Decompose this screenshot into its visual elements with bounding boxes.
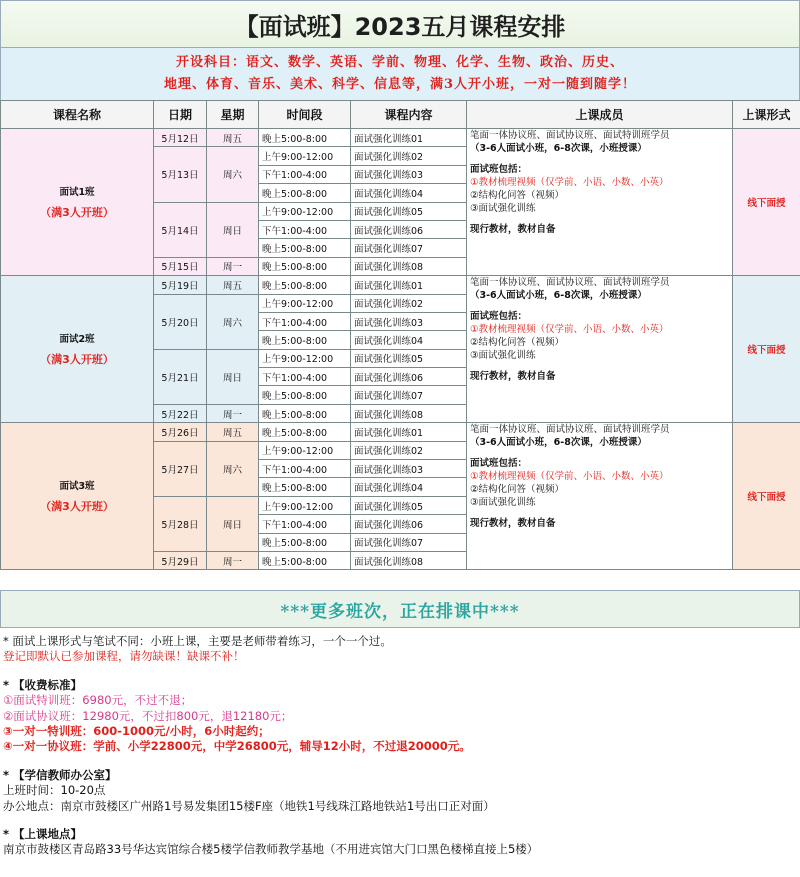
office-address: 办公地点：南京市鼓楼区广州路1号易发集团15楼F座（地铁1号线珠江路地铁站1号出口正对面） — [3, 798, 495, 813]
members-line-l6: ③面试强化训练 — [470, 350, 536, 362]
date-cell: 5月29日 — [154, 551, 207, 569]
members-line-l6: ③面试强化训练 — [470, 497, 536, 509]
time-cell: 晚上5:00-8:00 — [259, 386, 351, 404]
header-course-name: 课程名称 — [1, 101, 154, 129]
weekday-cell: 周日 — [207, 349, 259, 404]
content-cell: 面试强化训练04 — [351, 331, 467, 349]
time-cell: 晚上5:00-8:00 — [259, 129, 351, 147]
weekday-cell: 周六 — [207, 441, 259, 496]
content-cell: 面试强化训练03 — [351, 165, 467, 183]
members-line-l3: 面试班包括： — [470, 164, 528, 175]
members-line-l2: （3-6人面试小班，6-8次课，小班授课） — [470, 437, 647, 449]
date-cell: 5月14日 — [154, 202, 207, 257]
content-cell: 面试强化训练01 — [351, 276, 467, 294]
content-cell: 面试强化训练06 — [351, 515, 467, 533]
weekday-cell: 周五 — [207, 423, 259, 441]
class-name: 面试1班 — [59, 187, 95, 199]
content-cell: 面试强化训练08 — [351, 257, 467, 275]
date-cell: 5月26日 — [154, 423, 207, 441]
members-line-l7: 现行教材，教材自备 — [470, 224, 556, 235]
more-classes-banner: ***更多班次，正在排课中*** — [0, 590, 800, 628]
content-cell: 面试强化训练04 — [351, 184, 467, 202]
time-cell: 晚上5:00-8:00 — [259, 551, 351, 569]
content-cell: 面试强化训练02 — [351, 294, 467, 312]
time-cell: 上午9:00-12:00 — [259, 441, 351, 459]
members-line-l1: 笔面一体协议班、面试协议班、面试特训班学员 — [470, 277, 670, 289]
table-row — [1, 423, 800, 441]
time-cell: 晚上5:00-8:00 — [259, 331, 351, 349]
header-date: 日期 — [154, 101, 207, 129]
header-mode: 上课形式 — [733, 101, 800, 129]
members-line-l6: ③面试强化训练 — [470, 203, 536, 214]
table-row — [1, 276, 800, 294]
time-cell: 晚上5:00-8:00 — [259, 184, 351, 202]
time-cell: 下午1:00-4:00 — [259, 515, 351, 533]
time-cell: 上午9:00-12:00 — [259, 349, 351, 367]
header-time: 时间段 — [259, 101, 351, 129]
members-cell — [467, 276, 733, 423]
content-cell: 面试强化训练02 — [351, 147, 467, 165]
table-row — [1, 129, 800, 147]
time-cell: 下午1:00-4:00 — [259, 368, 351, 386]
mode-cell: 线下面授 — [733, 276, 800, 423]
header-members: 上课成员 — [467, 101, 733, 129]
content-cell: 面试强化训练07 — [351, 239, 467, 257]
time-cell: 上午9:00-12:00 — [259, 202, 351, 220]
notes-section — [0, 628, 800, 877]
content-cell: 面试强化训练08 — [351, 404, 467, 422]
subjects-line-1: 开设科目：语文、数学、英语、学前、物理、化学、生物、政治、历史、 — [175, 55, 624, 70]
weekday-cell: 周五 — [207, 276, 259, 294]
members-line-l7: 现行教材，教材自备 — [470, 371, 556, 383]
date-cell: 5月21日 — [154, 349, 207, 404]
class-name: 面试2班 — [59, 334, 95, 346]
members-line-l5: ②结构化问答（视频） — [470, 337, 565, 349]
time-cell: 上午9:00-12:00 — [259, 147, 351, 165]
time-cell: 上午9:00-12:00 — [259, 496, 351, 514]
content-cell: 面试强化训练08 — [351, 551, 467, 569]
fee-item-2: ②面试协议班：12980元，不过扣800元，退12180元； — [3, 708, 293, 723]
date-cell: 5月13日 — [154, 147, 207, 202]
weekday-cell: 周一 — [207, 551, 259, 569]
time-cell: 晚上5:00-8:00 — [259, 478, 351, 496]
location-title: * 【上课地点】 — [3, 827, 83, 842]
content-cell: 面试强化训练02 — [351, 441, 467, 459]
content-cell: 面试强化训练06 — [351, 220, 467, 238]
date-cell: 5月19日 — [154, 276, 207, 294]
content-cell: 面试强化训练03 — [351, 312, 467, 330]
time-cell: 晚上5:00-8:00 — [259, 533, 351, 551]
time-cell: 晚上5:00-8:00 — [259, 423, 351, 441]
weekday-cell: 周日 — [207, 202, 259, 257]
weekday-cell: 周一 — [207, 404, 259, 422]
class-min-note: （满3人开班） — [40, 500, 114, 514]
content-cell: 面试强化训练06 — [351, 368, 467, 386]
class-name-cell — [1, 423, 154, 570]
class-min-note: （满3人开班） — [40, 206, 114, 220]
members-cell — [467, 129, 733, 276]
location-address: 南京市鼓楼区青岛路33号华达宾馆综合楼5楼学信教师教学基地（不用进宾馆大门口黑色楼梯直接上5楼） — [3, 842, 539, 857]
date-cell: 5月12日 — [154, 129, 207, 147]
content-cell: 面试强化训练07 — [351, 533, 467, 551]
time-cell: 下午1:00-4:00 — [259, 312, 351, 330]
class-name-cell — [1, 276, 154, 423]
time-cell: 晚上5:00-8:00 — [259, 404, 351, 422]
subjects-line-2: 地理、体育、音乐、美术、科学、信息等，满3人开小班，一对一随到随学！ — [163, 77, 637, 92]
members-line-l4: ①教材梳理视频（仅学前、小语、小数、小英） — [470, 471, 669, 483]
time-cell: 下午1:00-4:00 — [259, 220, 351, 238]
header-row — [1, 101, 800, 129]
members-line-l5: ②结构化问答（视频） — [470, 484, 565, 496]
mode-cell: 线下面授 — [733, 129, 800, 276]
page-title: 【面试班】2023五月课程安排 — [0, 0, 800, 48]
members-line-l4: ①教材梳理视频（仅学前、小语、小数、小英） — [470, 324, 669, 336]
members-line-l2: （3-6人面试小班，6-8次课，小班授课） — [470, 290, 647, 302]
header-content: 课程内容 — [351, 101, 467, 129]
content-cell: 面试强化训练07 — [351, 386, 467, 404]
members-line-l4: ①教材梳理视频（仅学前、小语、小数、小英） — [470, 177, 669, 188]
date-cell: 5月28日 — [154, 496, 207, 551]
content-cell: 面试强化训练03 — [351, 460, 467, 478]
time-cell: 下午1:00-4:00 — [259, 460, 351, 478]
content-cell: 面试强化训练01 — [351, 129, 467, 147]
subjects-banner — [0, 48, 800, 100]
header-weekday: 星期 — [207, 101, 259, 129]
weekday-cell: 周六 — [207, 294, 259, 349]
members-line-l1: 笔面一体协议班、面试协议班、面试特训班学员 — [470, 130, 670, 141]
fee-item-1: ①面试特训班：6980元，不过不退； — [3, 693, 193, 708]
time-cell: 下午1:00-4:00 — [259, 165, 351, 183]
date-cell: 5月22日 — [154, 404, 207, 422]
members-line-l5: ②结构化问答（视频） — [470, 190, 565, 201]
time-cell: 上午9:00-12:00 — [259, 294, 351, 312]
note-format: * 面试上课形式与笔试不同：小班上课，主要是老师带着练习，一个一个过。 — [3, 634, 392, 648]
office-hours: 上班时间：10-20点 — [3, 783, 106, 798]
date-cell: 5月20日 — [154, 294, 207, 349]
time-cell: 晚上5:00-8:00 — [259, 276, 351, 294]
note-attendance: 登记即默认已参加课程，请勿缺课！缺课不补！ — [3, 649, 245, 664]
weekday-cell: 周日 — [207, 496, 259, 551]
fee-item-4: ④一对一协议班：学前、小学22800元，中学26800元，辅导12小时，不过退20000元。 — [3, 739, 471, 754]
class-name-cell — [1, 129, 154, 276]
mode-cell: 线下面授 — [733, 423, 800, 570]
class-name: 面试3班 — [59, 481, 95, 493]
content-cell: 面试强化训练05 — [351, 202, 467, 220]
content-cell: 面试强化训练01 — [351, 423, 467, 441]
date-cell: 5月27日 — [154, 441, 207, 496]
content-cell: 面试强化训练05 — [351, 349, 467, 367]
office-title: * 【学信教师办公室】 — [3, 767, 117, 782]
content-cell: 面试强化训练04 — [351, 478, 467, 496]
members-cell — [467, 423, 733, 570]
members-line-l7: 现行教材，教材自备 — [470, 518, 556, 530]
weekday-cell: 周五 — [207, 129, 259, 147]
schedule-table — [0, 100, 800, 570]
content-cell: 面试强化训练05 — [351, 496, 467, 514]
class-min-note: （满3人开班） — [40, 353, 114, 367]
members-line-l3: 面试班包括： — [470, 311, 528, 323]
members-line-l3: 面试班包括： — [470, 458, 528, 470]
fee-title: * 【收费标准】 — [3, 677, 83, 692]
members-line-l2: （3-6人面试小班，6-8次课，小班授课） — [470, 143, 647, 154]
weekday-cell: 周一 — [207, 257, 259, 275]
time-cell: 晚上5:00-8:00 — [259, 257, 351, 275]
time-cell: 晚上5:00-8:00 — [259, 239, 351, 257]
weekday-cell: 周六 — [207, 147, 259, 202]
fee-item-3: ③一对一特训班：600-1000元/小时，6小时起约； — [3, 724, 270, 739]
members-line-l1: 笔面一体协议班、面试协议班、面试特训班学员 — [470, 424, 670, 436]
date-cell: 5月15日 — [154, 257, 207, 275]
